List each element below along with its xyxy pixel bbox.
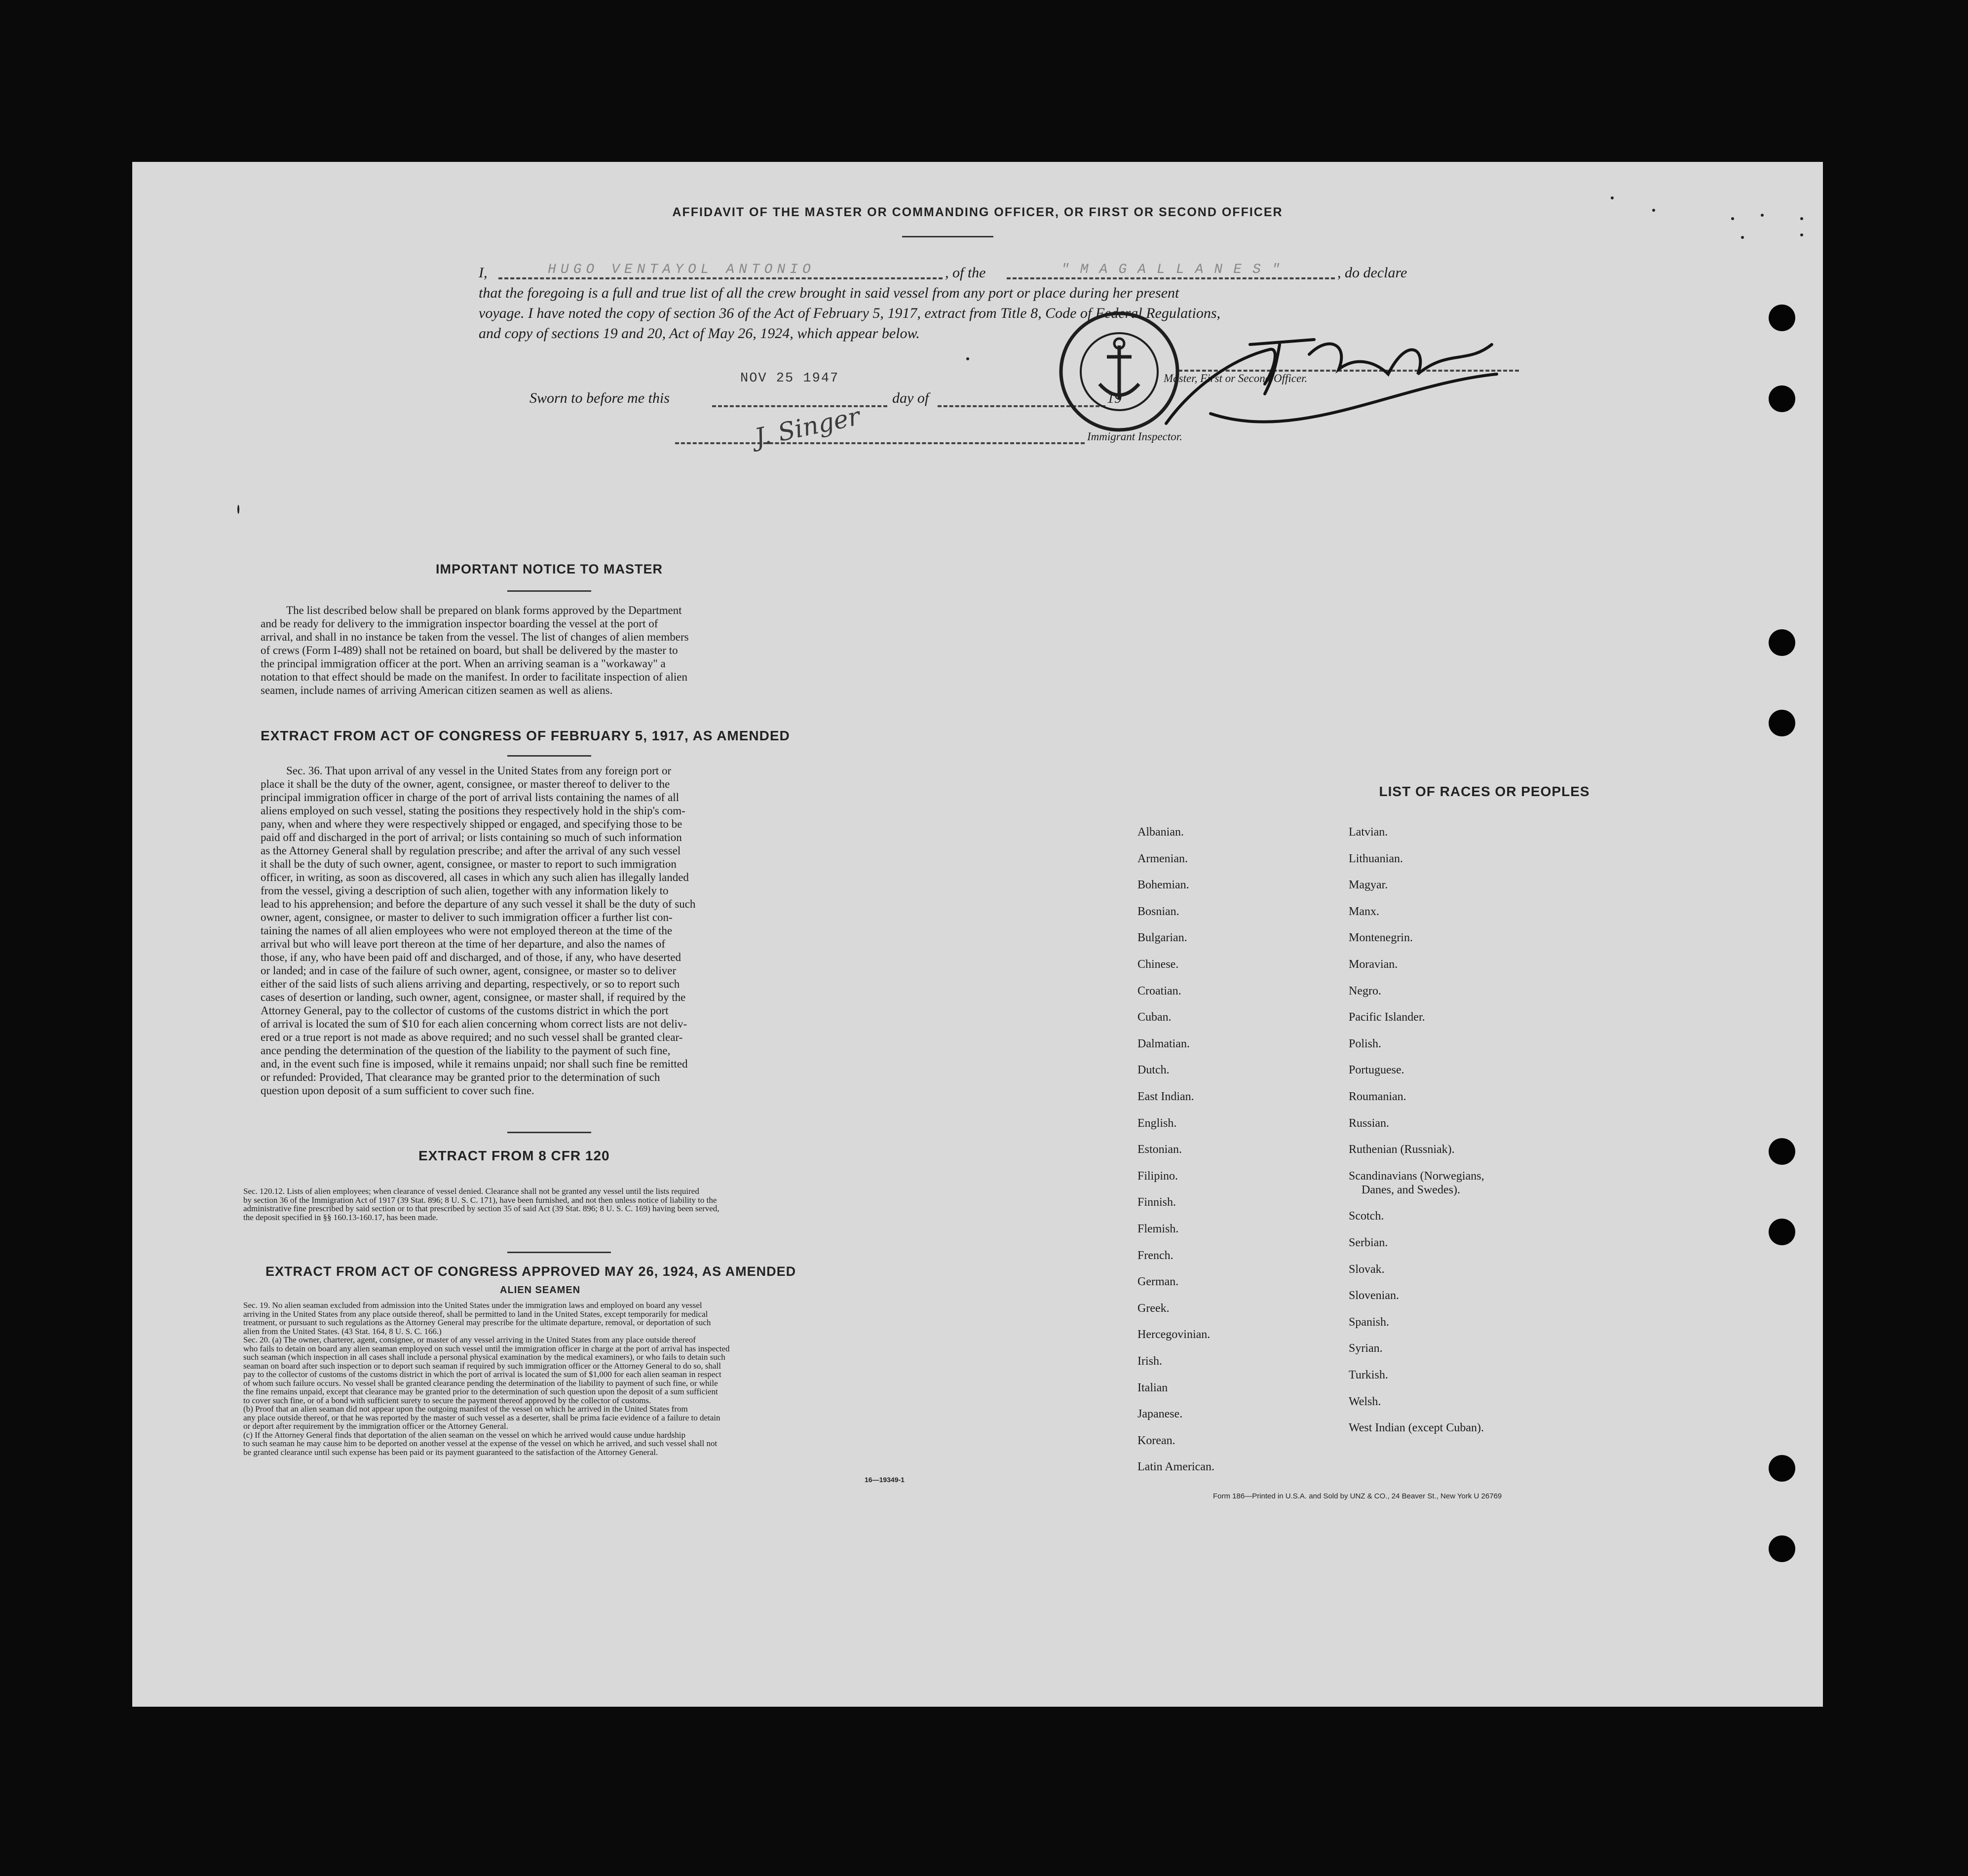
race-item: Albanian. (1137, 826, 1184, 839)
inspector-caption: Immigrant Inspector. (1087, 430, 1182, 443)
race-item: Dalmatian. (1137, 1037, 1190, 1050)
race-item: Chinese. (1137, 958, 1179, 971)
stray-mark (1731, 217, 1734, 220)
race-item: Scotch. (1349, 1210, 1384, 1223)
text-line: Sec. 20. (a) The owner, charterer, agent, consignee, or master of any vessel arriving in the United States from any place outside thereof (243, 1335, 696, 1344)
stray-mark (237, 505, 239, 514)
text-line: be granted clearance until such expense has been paid or its payment guaranteed to the satisfaction of the Attorney General. (243, 1447, 658, 1457)
master-signature (1151, 315, 1507, 428)
text-line: cases of desertion or landing, such owner, agent, consignee, or master shall, if required by the (261, 991, 686, 1003)
race-item: Magyar. (1349, 879, 1388, 892)
text-line: pany, when and where they were respectively shipped or engaged, and specifying those to be (261, 818, 682, 830)
text-line: from the vessel, giving a description of such alien, together with any information likely to (261, 884, 669, 897)
race-item: Cuban. (1137, 1011, 1172, 1024)
race-item: Russian. (1349, 1116, 1390, 1130)
stray-mark (1800, 217, 1803, 220)
race-item: Greek. (1137, 1302, 1170, 1315)
text-line: alien from the United States. (43 Stat. 164, 8 U. S. C. 166.) (243, 1326, 442, 1336)
text-line: the fine remains unpaid, except that clearance may be granted prior to the determination of such question upon the deposit of a sum sufficient (243, 1387, 718, 1396)
race-item: Pacific Islander. (1349, 1011, 1425, 1024)
sworn-day-line (712, 405, 887, 407)
race-item: Bohemian. (1137, 879, 1189, 892)
master-caption: Master, First or Second Officer. (1164, 372, 1308, 384)
race-item: Manx. (1349, 905, 1379, 918)
extract-1917-title: EXTRACT FROM ACT OF CONGRESS OF FEBRUARY 5, 1917, AS AMENDED (261, 728, 790, 743)
stray-mark (1611, 196, 1614, 199)
text-line: by section 36 of the Immigration Act of 1917 (39 Stat. 896; 8 U. S. C. 171), have been furnished, and not then unless notice of liability to the (243, 1195, 717, 1205)
race-item: Spanish. (1349, 1315, 1390, 1329)
notice-title: IMPORTANT NOTICE TO MASTER (436, 562, 663, 576)
race-item: West Indian (except Cuban). (1349, 1421, 1484, 1435)
race-item: Welsh. (1349, 1395, 1381, 1408)
race-item: Armenian. (1137, 852, 1188, 865)
race-item: Dutch. (1137, 1064, 1170, 1077)
race-item: Bulgarian. (1137, 931, 1187, 945)
notice-line: the principal immigration officer at the port. When an arriving seaman is a "workaway" a (261, 657, 666, 670)
do-declare-label: , do declare (1337, 265, 1407, 281)
text-line: to such seaman he may cause him to be deported on another vessel at the expense of the vessel on which he arrived, and such vessel shall not (243, 1439, 718, 1448)
punch-hole (1769, 305, 1795, 331)
punch-hole (1769, 1455, 1795, 1482)
extract-1924-top-rule (507, 1252, 611, 1253)
race-item: Montenegrin. (1349, 931, 1413, 945)
form-code: 16—19349-1 (865, 1476, 905, 1484)
extract-1924-text (243, 1301, 1018, 1456)
race-item: Moravian. (1349, 958, 1398, 971)
race-item: Danes, and Swedes). (1362, 1183, 1460, 1196)
extract-cfr-text (243, 1187, 1018, 1222)
title-underline (902, 236, 993, 237)
race-item: English. (1137, 1116, 1177, 1130)
text-line: any place outside thereof, or that he was reported by the master of such vessel as a deserter, shall be prima facie evidence of a failure to detain (243, 1413, 720, 1422)
text-line: Sec. 36. That upon arrival of any vessel in the United States from any foreign port or (286, 765, 672, 777)
text-line: Sec. 19. No alien seaman excluded from admission into the United States under the immigration laws and employed on board any vessel (243, 1301, 702, 1310)
race-item: Flemish. (1137, 1223, 1179, 1235)
race-item: Bosnian. (1137, 905, 1179, 918)
notice-line: arrival, and shall in no instance be taken from the vessel. The list of changes of alien members (261, 631, 689, 643)
punch-hole (1769, 710, 1795, 736)
text-line: ance pending the determination of the question of the liability to the payment of such fine, (261, 1044, 671, 1057)
race-item: German. (1137, 1275, 1179, 1289)
race-item: Filipino. (1137, 1169, 1178, 1183)
race-item: Roumanian. (1349, 1090, 1406, 1103)
punch-hole (1769, 1219, 1795, 1245)
punch-hole (1769, 385, 1795, 412)
punch-hole (1769, 1535, 1795, 1562)
extract-1924-subtitle: ALIEN SEAMEN (500, 1285, 581, 1296)
stray-mark (1741, 236, 1744, 239)
text-line: to cover such fine, or of a bond with sufficient surety to secure the payment thereof approved by the collector of customs. (243, 1395, 651, 1405)
vessel-name-typed: "MAGALLANES" (1061, 262, 1291, 277)
notice-line: seamen, include names of arriving American citizen seamen as well as aliens. (261, 684, 613, 696)
text-line: officer, in writing, as soon as discovered, all cases in which any such alien has illegally landed (261, 871, 689, 883)
text-line: who fails to detain on board any alien seaman employed on such vessel until the immigration officer in charge at the port of arrival has inspected (243, 1343, 730, 1353)
race-item: Japanese. (1137, 1408, 1183, 1421)
race-item: Croatian. (1137, 984, 1181, 997)
text-line: as the Attorney General shall by regulation prescribe; and after the arrival of any such vessel (261, 844, 681, 857)
notice-line: of crews (Form I-489) shall not be retained on board, but shall be delivered by the master to (261, 644, 678, 656)
text-line: question upon deposit of a sum sufficient to cover such fine. (261, 1084, 534, 1097)
text-line: such seaman (which inspection in all cases shall include a personal physical examination by the medical examiners), or who fails to detain such (243, 1352, 725, 1362)
text-line: place it shall be the duty of the owner, agent, consignee, or master thereof to deliver to the (261, 778, 670, 790)
race-item: Slovenian. (1349, 1289, 1399, 1302)
text-line: or landed; and in case of the failure of such owner, agent, consignee, or master so to deliver (261, 964, 677, 977)
text-line: pay to the collector of customs of the customs district in which the port of arrival is located the sum of $1,000 for each alien seaman in respect (243, 1370, 721, 1379)
cfr-top-rule (507, 1132, 591, 1133)
notice-text (261, 604, 956, 697)
race-item: Finnish. (1137, 1196, 1176, 1209)
punch-hole (1769, 1138, 1795, 1165)
race-item: Polish. (1349, 1037, 1382, 1050)
race-item: Scandinavians (Norwegians, (1349, 1169, 1484, 1183)
text-line: taining the names of all alien employees who were not employed thereon at the time of the (261, 924, 673, 937)
text-line: administrative fine prescribed by said section or to that prescribed by section 35 of said Act (39 Stat. 896; 8 U. S. C. 169) having been served, (243, 1204, 719, 1213)
text-line: or refunded: Provided, That clearance may be granted prior to the determination of such (261, 1071, 660, 1083)
race-item: Turkish. (1349, 1369, 1388, 1381)
inspector-signature: J. Singer (752, 402, 863, 452)
text-line: it shall be the duty of such owner, agent, consignee, or master to report to such immigration (261, 858, 677, 870)
text-line: the deposit specified in §§ 160.13-160.17, has been made. (243, 1212, 438, 1222)
race-item: Ruthenian (Russniak). (1349, 1143, 1455, 1156)
declaration-line-1 (479, 263, 1554, 283)
text-line: aliens employed on such vessel, stating the positions they respectively hold in the ship's com- (261, 804, 685, 817)
race-item: Latvian. (1349, 826, 1388, 839)
text-line: or deport after requirement by the immigration officer or the Attorney General. (243, 1421, 508, 1431)
extract-1917-text (261, 764, 956, 1097)
text-line: (b) Proof that an alien seaman did not appear upon the outgoing manifest of the vessel on which he arrived in the United States from (243, 1404, 688, 1414)
race-item: French. (1137, 1249, 1173, 1262)
declaration-line-2: that the foregoing is a full and true list of all the crew brought in said vessel from any port or place during her present (479, 285, 1179, 301)
form-sheet (132, 162, 1823, 1707)
inspector-line (675, 442, 1085, 444)
day-of-label: day of (892, 390, 929, 406)
notice-line: and be ready for delivery to the immigration inspector boarding the vessel at the port of (261, 617, 658, 630)
races-title: LIST OF RACES OR PEOPLES (1379, 784, 1590, 799)
race-item: East Indian. (1137, 1090, 1194, 1103)
form-footer-note: Form 186—Printed in U.S.A. and Sold by UNZ & CO., 24 Beaver St., New York U 26769 (1213, 1492, 1502, 1500)
race-item: Latin American. (1137, 1460, 1214, 1474)
text-line: and, in the event such fine is imposed, while it remains unpaid; nor shall such fine be remitted (261, 1058, 688, 1070)
declaration-line-3: voyage. I have noted the copy of section 36 of the Act of February 5, 1917, extract from Title 8, Code of Federal Regulations, (479, 305, 1221, 321)
text-line: Sec. 120.12. Lists of alien employees; when clearance of vessel denied. Clearance shall not be granted any vessel until the lists required (243, 1187, 699, 1196)
text-line: those, if any, who have been paid off and discharged, and of those, if any, who have deserted (261, 951, 681, 963)
text-line: arriving in the United States from any place outside thereof, shall be permitted to land in the United States, except temporarily for medical (243, 1309, 708, 1319)
text-line: ered or a true report is not made as above required; and no such vessel shall be granted clear- (261, 1031, 683, 1043)
notice-line: notation to that effect should be made on the manifest. In order to facilitate inspection of alien (261, 671, 687, 683)
i-label: I, (479, 265, 488, 281)
extract-1917-underline (507, 755, 591, 757)
stray-mark (1761, 214, 1764, 217)
race-item: Italian (1137, 1381, 1168, 1394)
affidavit-title: AFFIDAVIT OF THE MASTER OR COMMANDING OFFICER, OR FIRST OR SECOND OFFICER (672, 205, 1283, 219)
text-line: of arrival is located the sum of $10 for each alien concerning whom correct lists are not deliv- (261, 1018, 687, 1030)
text-line: of whom such failure occurs. No vessel shall be granted clearance pending the determination of the liability to payment of such fine, or while (243, 1378, 718, 1388)
notice-underline (507, 590, 591, 592)
race-item: Korean. (1137, 1434, 1175, 1447)
text-line: treatment, or pursuant to such regulations as the Attorney General may prescribe for the ultimate departure, removal, or deportation of such (243, 1318, 711, 1327)
extract-cfr-title: EXTRACT FROM 8 CFR 120 (418, 1148, 610, 1163)
text-line: owner, agent, consignee, or master to deliver to such immigration officer a further list con- (261, 911, 673, 923)
race-item: Estonian. (1137, 1143, 1182, 1156)
of-the-label: , of the (945, 265, 986, 281)
race-item: Hercegovinian. (1137, 1328, 1211, 1341)
stray-mark (966, 357, 969, 360)
race-item: Slovak. (1349, 1263, 1385, 1276)
sworn-label: Sworn to before me this (530, 390, 670, 406)
race-item: Portuguese. (1349, 1064, 1404, 1077)
date-stamp: NOV 25 1947 (740, 371, 839, 386)
race-item: Negro. (1349, 984, 1381, 997)
stray-mark (1800, 233, 1803, 236)
text-line: arrival but who will leave port thereon at the time of her departure, and also the names of (261, 938, 666, 950)
text-line: paid off and discharged in the port of arrival; or lists containing so much of such information (261, 831, 682, 843)
master-name-typed: HUGO VENTAYOL ANTONIO (548, 262, 815, 277)
race-item: Irish. (1137, 1355, 1162, 1368)
notice-line: The list described below shall be prepared on blank forms approved by the Department (286, 604, 682, 616)
text-line: seaman on board after such inspection or to deport such seaman if required by such immigration officer or the Attorney General to do so, shall (243, 1361, 721, 1371)
text-line: either of the said lists of such aliens arriving and departing, respectively, or so to report such (261, 978, 680, 990)
extract-1924-title: EXTRACT FROM ACT OF CONGRESS APPROVED MAY 26, 1924, AS AMENDED (265, 1264, 796, 1279)
text-line: Attorney General, pay to the collector of customs of the customs district in which the port (261, 1004, 669, 1017)
declaration-line-4: and copy of sections 19 and 20, Act of May 26, 1924, which appear below. (479, 325, 920, 342)
race-item: Lithuanian. (1349, 852, 1403, 865)
text-line: lead to his apprehension; and before the departure of any such vessel it shall be the duty of such (261, 898, 696, 910)
text-line: (c) If the Attorney General finds that deportation of the alien seaman on the vessel on which he arrived would cause undue hardship (243, 1430, 685, 1440)
race-item: Serbian. (1349, 1236, 1388, 1249)
stray-mark (1652, 209, 1655, 212)
year-prefix: 19 (1107, 390, 1122, 406)
text-line: principal immigration officer in charge of the port of arrival lists containing the names of all (261, 791, 679, 804)
race-item: Syrian. (1349, 1342, 1383, 1355)
punch-hole (1769, 629, 1795, 656)
